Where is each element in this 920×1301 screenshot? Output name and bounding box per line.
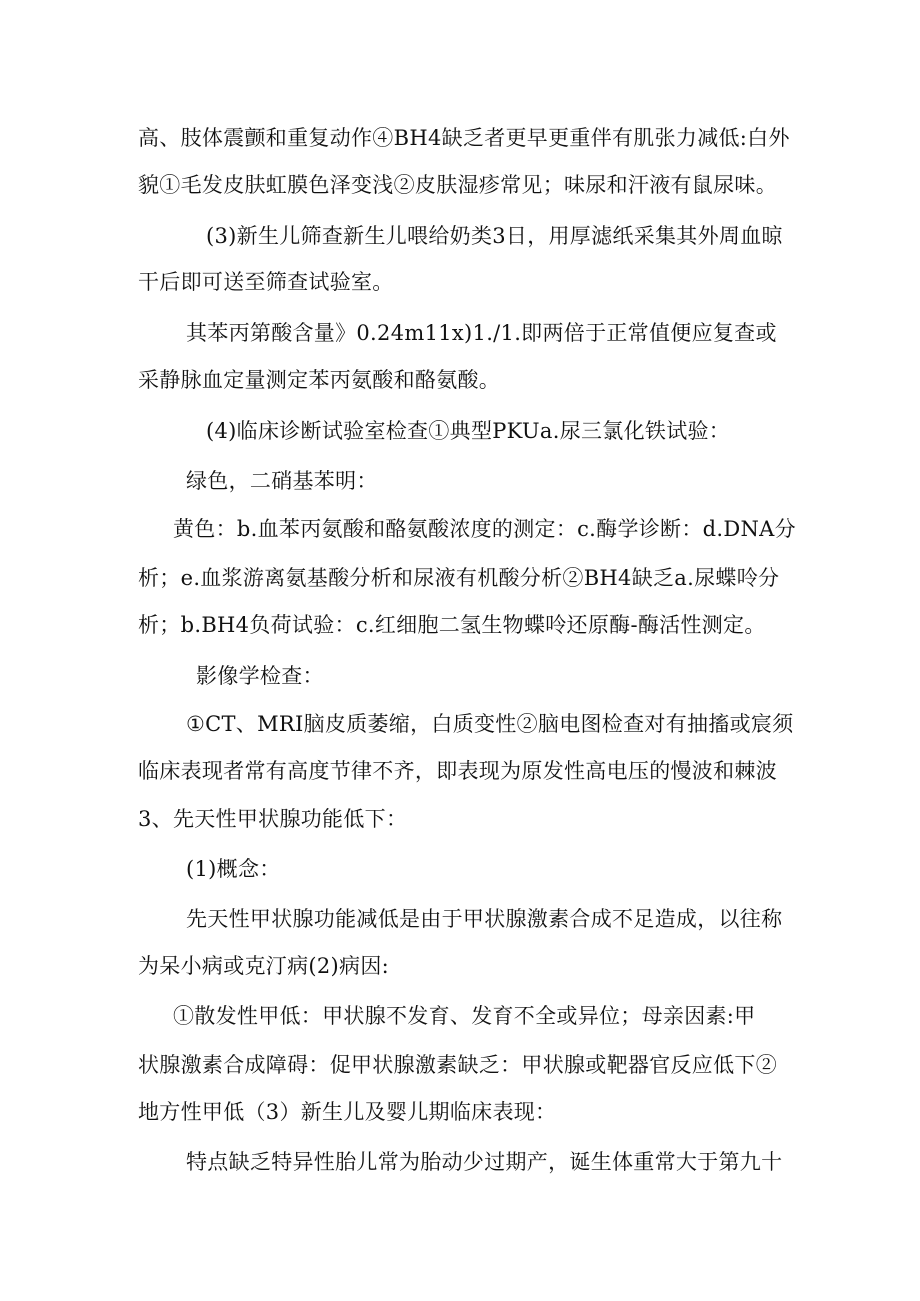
text-line-8: 绿色，二硝基苯明： [186, 469, 378, 493]
text-line-16: (1)概念： [186, 857, 281, 881]
text-line-3: (3)新生儿筛查新生儿喂给奶类3日，用厚滤纸采集其外周血晾 [206, 224, 783, 248]
text-line-18: 为呆小病或克汀病(2)病因: [138, 954, 390, 978]
text-line-19: ①散发性甲低：甲状腺不发育、发育不全或异位；母亲因素:甲 [173, 1004, 756, 1028]
text-line-14: 临床表现者常有高度节律不齐，即表现为原发性高电压的慢波和棘波 [138, 759, 777, 783]
text-line-17: 先天性甲状腺功能减低是由于甲状腺激素合成不足造成，以往称 [186, 907, 783, 931]
text-line-15: 3、先天性甲状腺功能低下： [138, 807, 408, 831]
text-line-13: ①CT、MRI脑皮质萎缩，白质变性②脑电图检查对有抽搐或宸须 [186, 712, 794, 736]
text-line-1: 高、肢体震颤和重复动作④BH4缺乏者更早更重伴有肌张力减低:白外 [138, 126, 790, 150]
text-line-12: 影像学检查： [196, 664, 324, 688]
text-line-10: 析；e.血浆游离氨基酸分析和尿液有机酸分析②BH4缺乏a.尿蝶呤分 [138, 566, 780, 590]
text-line-2: 貌①毛发皮肤虹膜色泽变浅②皮肤湿疹常见；味尿和汗液有鼠尿味。 [138, 173, 777, 197]
text-line-20: 状腺激素合成障碍：促甲状腺激素缺乏：甲状腺或靶器官反应低下② [138, 1053, 777, 1077]
text-line-5: 其苯丙第酸含量》0.24m11x)1./1.即两倍于正常值便应复查或 [186, 321, 777, 345]
text-line-9: 黄色：b.血苯丙氨酸和酪氨酸浓度的测定：c.酶学诊断：d.DNA分 [173, 517, 796, 541]
text-line-11: 析；b.BH4负荷试验：c.红细胞二氢生物蝶呤还原酶-酶活性测定。 [138, 613, 766, 637]
text-line-7: (4)临床诊断试验室检查①典型PKUa.尿三氯化铁试验： [206, 419, 731, 443]
text-line-4: 干后即可送至筛查试验室。 [138, 270, 394, 294]
text-line-21: 地方性甲低（3）新生儿及婴儿期临床表现： [138, 1100, 557, 1124]
text-line-6: 采静脉血定量测定苯丙氨酸和酪氨酸。 [138, 368, 501, 392]
text-line-22: 特点缺乏特异性胎儿常为胎动少过期产，诞生体重常大于第九十 [186, 1150, 783, 1174]
